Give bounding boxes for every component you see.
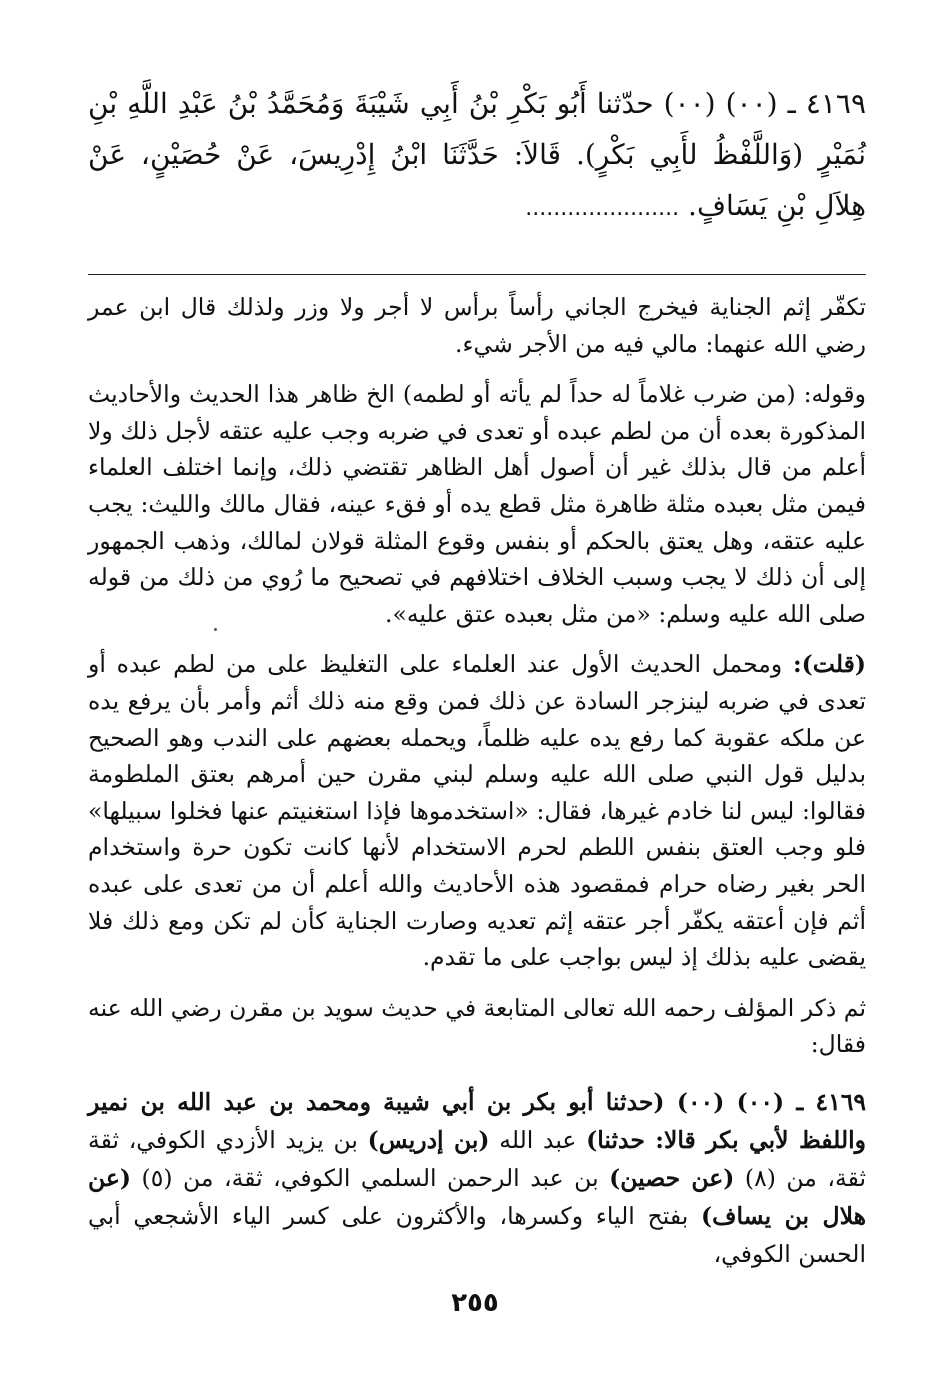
commentary xyxy=(88,289,866,1063)
page-number: ٢٥٥ xyxy=(451,1288,499,1318)
narrator-ibn-idris: (بن إدريس) xyxy=(367,1125,490,1154)
isnad-paragraph xyxy=(88,1083,866,1273)
isnad-commentary xyxy=(88,1083,866,1273)
print-speck xyxy=(214,628,217,631)
commentary-paragraph-4: ثم ذكر المؤلف رحمه الله تعالى المتابعة في حديث سويد بن مقرن رضي الله عنه فقال: xyxy=(87,993,866,1059)
commentary-paragraph-1: تكفّر إثم الجناية فيخرج الجاني رأساً برأس لا أجر ولا وزر ولذلك قال ابن عمر رضي الله عنهما: مالي فيه من الأجر شيء. xyxy=(88,293,866,358)
hadith-ellipsis: ...................... xyxy=(525,196,680,221)
isnad-chain-bold: ٤١٦٩ ـ (٠٠) (٠٠) (حدثنا أبو بكر بن أبي شيبة ومحمد بن عبد الله بن نمير واللفظ لأبي بكر قالا: حدثنا) xyxy=(88,1087,866,1154)
commentary-paragraph-3 xyxy=(88,646,866,975)
isnad-segment: بن يزيد الأزدي الكوفي، ثقة ثقة، من (٨) xyxy=(88,1125,866,1192)
qult-label: (قلت): xyxy=(792,650,866,679)
narrator-husain: (عن حصين) xyxy=(609,1163,735,1192)
commentary-paragraph-2: وقوله: (من ضرب غلاماً له حداً لم يأته أو لطمه) الخ ظاهر هذا الحديث والأحاديث المذكورة بعده أن من لطم عبده أو تعدى في ضربه وجب عليه عتقه لأجل ذلك ولا أعلم من قال بذلك غير أن أصول أهل الظاهر تقتضي ذلك، وإنما اختلف العلماء فيمن مثل بعبده مثلة ظاهرة مثل قطع يده أو فقء عينه، فقال مالك والليث: يجب عليه عتقه، وهل يعتق بالحكم أو بنفس وقوع المثلة قولان لمالك، وذهب الجمهور إلى أن ذلك لا يجب وسبب الخلاف اختلافهم في تصحيح ما رُوي من ذلك من قوله صلى الله عليه وسلم: «من مثل بعبده عتق عليه». xyxy=(88,380,866,628)
isnad-segment: عبد الله xyxy=(489,1125,587,1154)
narrator-hilal: (عن هلال بن يساف) xyxy=(88,1163,866,1230)
isnad-segment: بفتح الياء وكسرها، والأكثرون على كسر الياء الأشجعي أبي الحسن الكوفي، xyxy=(88,1201,866,1268)
hadith-text xyxy=(88,78,866,234)
isnad-segment: بن عبد الرحمن السلمي الكوفي، ثقة، من (٥) xyxy=(131,1163,610,1192)
separator-rule xyxy=(88,274,866,275)
page-body xyxy=(88,78,866,1273)
hadith-main-text: ٤١٦٩ ـ (٠٠) (٠٠) حدّثنا أَبُو بَكْرِ بْنُ أَبِي شَيْبَةَ وَمُحَمَّدُ بْنُ عَبْدِ اللَّهِ بْنِ نُمَيْرٍ (وَاللَّفْظُ لأَبِي بَكْرٍ). قَالاَ: حَدَّثَنَا ابْنُ إِدْرِيسَ، عَنْ حُصَيْنٍ، عَنْ هِلاَلِ بْنِ يَسَافٍ. xyxy=(88,87,866,222)
commentary-paragraph-3-text: ومحمل الحديث الأول عند العلماء على التغليظ على من لطم عبده أو تعدى في ضربه لينزجر السادة عن ذلك فمن وقع منه ذلك أثم وأمر بأن يرفع يده عن ملكه عقوبة كما رفع يده عليه ظلماً، ويحمله بعضهم على الندب وهو الصحيح بدليل قول النبي صلى الله عليه وسلم لبني مقرن حين أمرهم بعتق الملطومة فقالوا: ليس لنا خادم غيرها، فقال: «استخدموها فإذا استغنيتم عنها فخلوا سبيلها» فلو وجب العتق بنفس اللطم لحرم الاستخدام لأنها كانت تكون حرة واستخدام الحر بغير رضاه حرام فمقصود هذه الأحاديث والله أعلم أن من تعدى على عبده أثم فإن أعتقه يكفّر أجر عتقه إثم تعديه وصارت الجناية كأن لم تكن ومع ذلك فلا يقضى عليه بذلك إذ ليس بواجب على ما تقدم. xyxy=(88,650,866,972)
